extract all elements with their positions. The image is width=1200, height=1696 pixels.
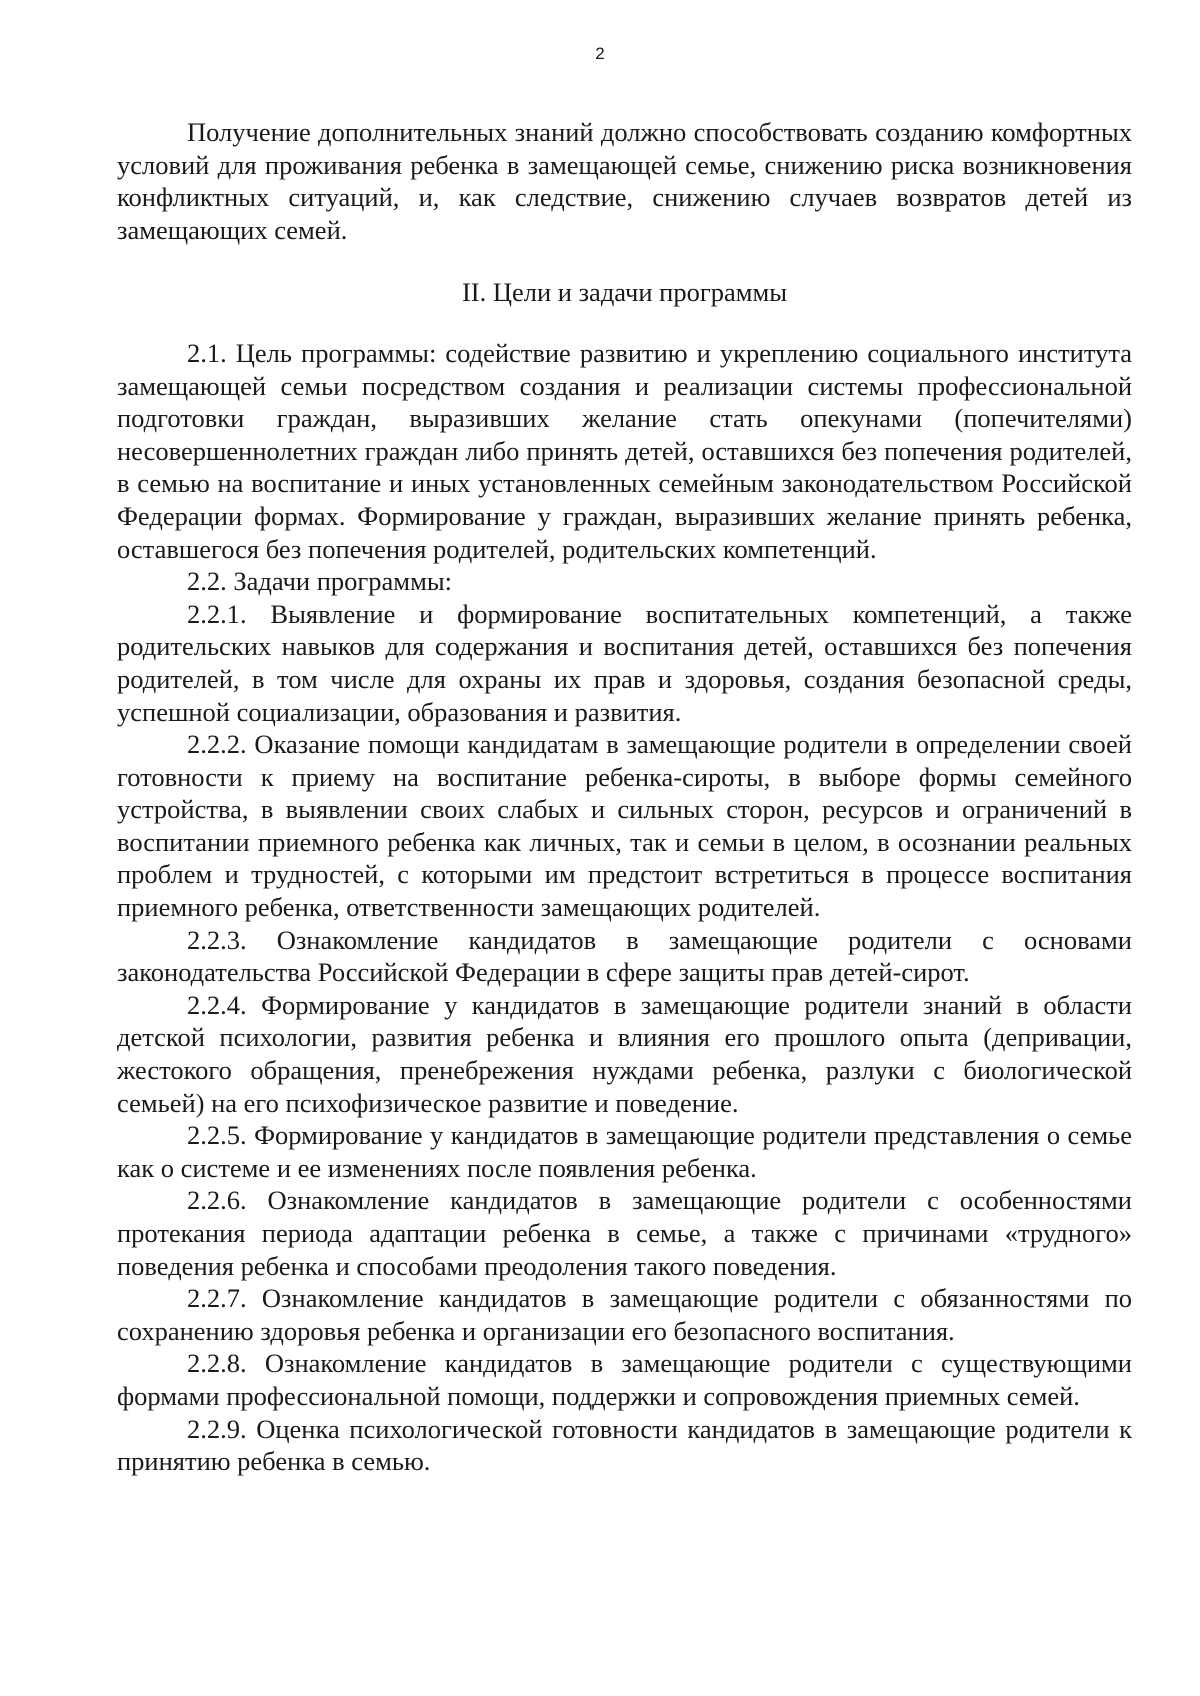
paragraph-2-2-5: 2.2.5. Формирование у кандидатов в замещающие родители представления о семье как о системе и ее изменениях после появления ребенка. — [117, 1120, 1132, 1183]
paragraph-2-1: 2.1. Цель программы: содействие развитию и укреплению социального института замещающей семьи посредством создания и реализации системы профессиональной подготовки граждан, выразивших желание стать опекунами (попечителями) несовершеннолетних граждан либо принять детей, оставшихся без попечения родителей, в семью на воспитание и иных установленных семейным законодательством Российской Федерации формах. Формирование у граждан, выразивших желание принять ребенка, оставшегося без попечения родителей, родительских компетенций. — [117, 337, 1132, 564]
intro-paragraph: Получение дополнительных знаний должно способствовать созданию комфортных условий для проживания ребенка в замещающей семье, снижению риска возникновения конфликтных ситуаций, и, как следствие, снижению случаев возвратов детей из замещающих семей. — [117, 117, 1132, 245]
paragraph-2-2: 2.2. Задачи программы: — [187, 566, 452, 597]
paragraph-2-2-1: 2.2.1. Выявление и формирование воспитательных компетенций, а также родительских навыков для содержания и воспитания детей, оставшихся без попечения родителей, в том числе для охраны их прав и здоровья, создания безопасной среды, успешной социализации, образования и развития. — [117, 598, 1132, 727]
page-number: 2 — [595, 44, 605, 63]
paragraph-2-2-9: 2.2.9. Оценка психологической готовности кандидатов в замещающие родители к принятию ребенка в семью. — [117, 1413, 1132, 1477]
paragraph-2-2-6: 2.2.6. Ознакомление кандидатов в замещающие родители с особенностями протекания периода адаптации ребенка в семье, а также с причинами «трудного» поведения ребенка и способами преодоления такого поведения. — [117, 1185, 1132, 1281]
document-body — [117, 116, 1132, 1478]
paragraph-2-2-2: 2.2.2. Оказание помощи кандидатам в замещающие родители в определении своей готовности к приему на воспитание ребенка-сироты, в выборе формы семейного устройства, в выявлении своих слабых и сильных сторон, ресурсов и ограничений в воспитании приемного ребенка как личных, так и семьи в целом, в осознании реальных проблем и трудностей, с которыми им предстоит встретиться в процессе воспитания приемного ребенка, ответственности замещающих родителей. — [117, 729, 1132, 923]
paragraph-2-2-7: 2.2.7. Ознакомление кандидатов в замещающие родители с обязанностями по сохранению здоровья ребенка и организации его безопасного воспитания. — [117, 1283, 1132, 1346]
section-heading: II. Цели и задачи программы — [461, 277, 788, 308]
paragraph-2-2-8: 2.2.8. Ознакомление кандидатов в замещающие родители с существующими формами профессиональной помощи, поддержки и сопровождения приемных семей. — [117, 1348, 1132, 1411]
paragraph-2-2-3: 2.2.3. Ознакомление кандидатов в замещающие родители с основами законодательства Российской Федерации в сфере защиты прав детей-сирот. — [117, 924, 1132, 988]
paragraph-2-2-4: 2.2.4. Формирование у кандидатов в замещающие родители знаний в области детской психологии, развития ребенка и влияния его прошлого опыта (депривации, жестокого обращения, пренебрежения нуждами ребенка, разлуки с биологической семьей) на его психофизическое развитие и поведение. — [117, 989, 1132, 1118]
